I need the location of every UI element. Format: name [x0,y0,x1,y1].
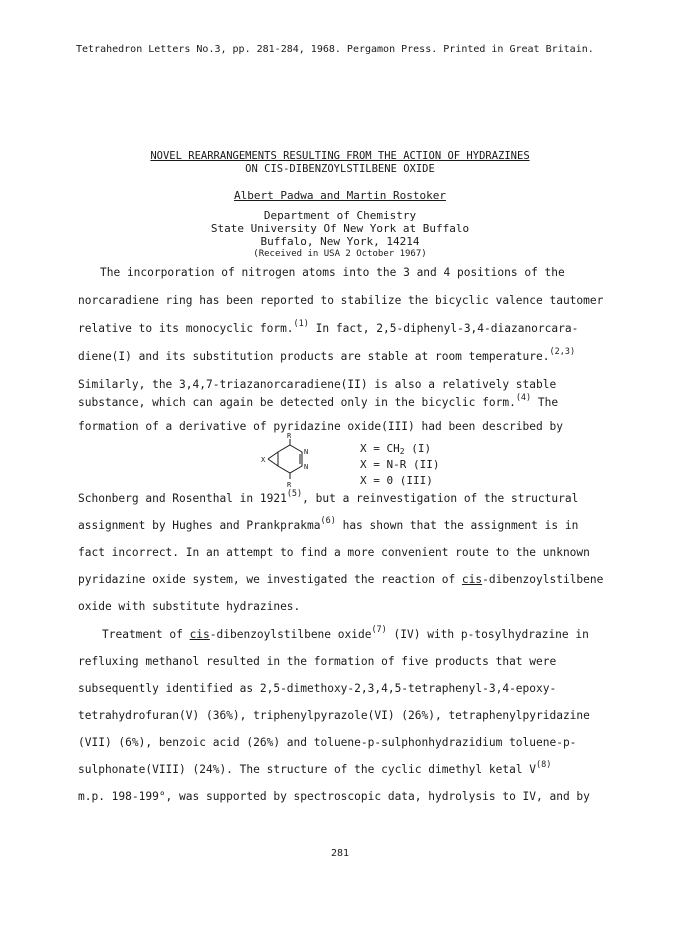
text-line: substance, which can again be detected only in the bicyclic form.$^{(4)}$ The [78,393,559,409]
title-line-1: NOVEL REARRANGEMENTS RESULTING FROM THE ACTION OF HYDRAZINES [150,150,530,162]
reference-7: (7) [371,625,387,635]
bridge-bond [268,452,278,459]
pyridazine-structure-diagram [258,433,322,489]
page-number: 281 [330,848,350,859]
text-line: Treatment of cis-dibenzoylstilbene oxide$^{(7)}$ (IV) with p-tosylhydrazine in [102,625,589,641]
authors: Albert Padwa and Martin Rostoker [234,189,446,202]
text-line: formation of a derivative of pyridazine oxide(III) had been described by [78,420,563,433]
text-line: refluxing methanol resulted in the formation of five products that were [78,655,557,668]
reference-1: (1) [293,319,309,329]
text-line: relative to its monocyclic form.$^{(1)}$ In fact, 2,5-diphenyl-3,4-diazanorcara- [78,319,579,335]
text-line: (VII) (6%), benzoic acid (26%) and toluene-p-sulphonhydrazidium toluene-p- [78,736,577,749]
text-line: tetrahydrofuran(V) (36%), triphenylpyrazole(VI) (26%), tetraphenylpyridazine [78,709,590,722]
reference-5: (5) [286,489,303,499]
structure-legend-2: X = N-R (II) [360,458,440,471]
text-line: assignment by Hughes and Prankprakma$^{(6)}$ has shown that the assignment is in [78,516,579,532]
label-r-top: R [287,433,292,440]
reference-2-3: (2,3) [549,347,576,357]
text-line: The incorporation of nitrogen atoms into the 3 and 4 positions of the [100,266,565,279]
label-x: X [261,456,266,464]
affiliation-city: Buffalo, New York, 14214 [260,235,420,248]
label-n-upper: N [304,448,309,456]
reference-6: (6) [320,516,336,526]
reference-4: (4) [515,393,532,403]
text-line: Similarly, the 3,4,7-triazanorcaradiene(II) is also a relatively stable [78,378,557,391]
text-line: fact incorrect. In an attempt to find a more convenient route to the unknown [78,546,590,559]
structure-legend-3: X = 0 (III) [360,474,433,487]
received-date: (Received in USA 2 October 1967) [253,249,427,259]
label-r-bottom: R [287,481,292,489]
text-line: subsequently identified as 2,5-dimethoxy-2,3,4,5-tetraphenyl-3,4-epoxy- [78,682,557,695]
bridge-bond [268,459,278,466]
affiliation-department: Department of Chemistry [263,209,417,222]
text-line: m.p. 198-199°, was supported by spectroscopic data, hydrolysis to IV, and by [78,790,590,803]
text-line: norcaradiene ring has been reported to stabilize the bicyclic valence tautomer [78,294,604,307]
text-line: oxide with substitute hydrazines. [78,600,301,613]
affiliation-university: State University Of New York at Buffalo [210,222,470,235]
journal-header: Tetrahedron Letters No.3, pp. 281-284, 1968. Pergamon Press. Printed in Great Britain. [76,44,594,55]
text-line: pyridazine oxide system, we investigated the reaction of cis-dibenzoylstilbene [78,573,604,586]
structure-legend-1: $X = CH_2$ (I) [360,442,432,456]
label-n-lower: N [304,463,309,471]
text-line: sulphonate(VIII) (24%). The structure of the cyclic dimethyl ketal $V^{(8)}$ [78,760,552,776]
text-line: diene(I) and its substitution products are stable at room temperature.$^{(2,3)}$ [78,347,576,363]
ring-bond [278,445,302,473]
reference-8: (8) [536,760,552,770]
text-line: Schonberg and Rosenthal in 1921$^{(5)}$, but a reinvestigation of the structural [78,489,579,505]
title-line-2: ON CIS-DIBENZOYLSTILBENE OXIDE [245,163,435,175]
